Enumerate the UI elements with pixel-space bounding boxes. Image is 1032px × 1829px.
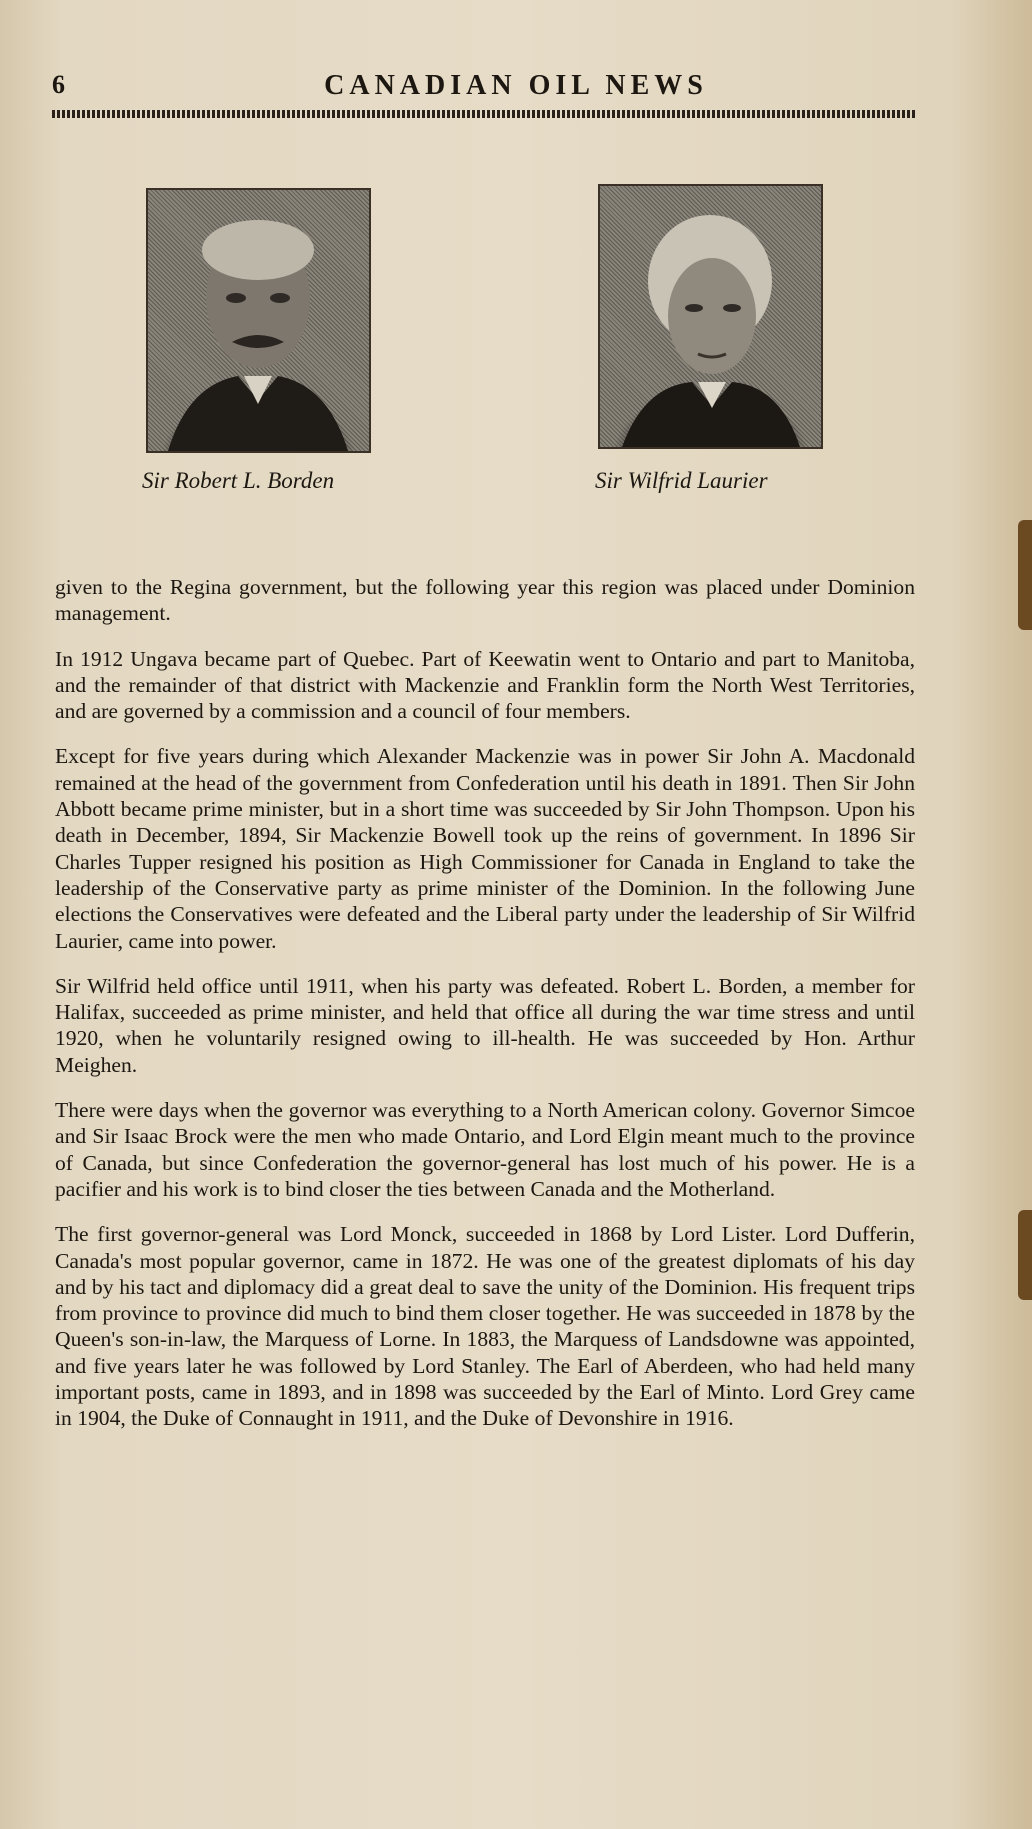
portrait-figure-laurier (600, 186, 821, 447)
header-rule (52, 110, 917, 118)
portrait-photo-borden (146, 188, 371, 453)
portrait-caption-laurier: Sir Wilfrid Laurier (595, 468, 768, 493)
edge-stain (1018, 520, 1032, 630)
paragraph: There were days when the governor was everything to a North American colony. Governor Simcoe and Sir Isaac Brock were the men who made Ontario, and Lord Elgin meant much to the province of Canada, but since Confederation the governor-general has lost much of his power. He is a pacifier and his work is to bind closer the ties between Canada and the Motherland. (55, 1098, 915, 1201)
edge-stain (1018, 1210, 1032, 1300)
running-head: CANADIAN OIL NEWS (324, 70, 708, 101)
paragraph: Except for five years during which Alexander Mackenzie was in power Sir John A. Macdonald remained at the head of the government from Confederation until his death in 1891. Then Sir John Abbott became prime minister, but in a short time was succeeded by Sir John Thompson. Upon his death in December, 1894, Sir Mackenzie Bowell took up the reins of government. In 1896 Sir Charles Tupper resigned his position as High Commissioner for Canada in England to take the leadership of the Conservative party as prime minister of the Dominion. In the following June elections the Conservatives were defeated and the Liberal party under the leadership of Sir Wilfrid Laurier, came into power. (55, 744, 915, 953)
paragraph: Sir Wilfrid held office until 1911, when his party was defeated. Robert L. Borden, a member for Halifax, succeeded as prime minister, and held that office all during the war time stress and until 1920, when he voluntarily resigned owing to ill-health. He was succeeded by Hon. Arthur Meighen. (55, 973, 915, 1077)
portrait-caption-borden: Sir Robert L. Borden (142, 468, 335, 493)
portrait-figure-borden (148, 190, 369, 451)
paragraph: In 1912 Ungava became part of Quebec. Part of Keewatin went to Ontario and part to Manitoba, and the remainder of that district with Mackenzie and Franklin form the North West Territories, and are governed by a commission and a council of four members. (55, 646, 915, 724)
article-body (55, 574, 915, 1451)
page-number: 6 (52, 70, 65, 99)
portrait-photo-laurier (598, 184, 823, 449)
paragraph: The first governor-general was Lord Monck, succeeded in 1868 by Lord Lister. Lord Dufferin, Canada's most popular governor, came in 1872. He was one of the greatest diplomats of his day and by his tact and diplomacy did a great deal to save the unity of the Dominion. His frequent trips from province to province did much to bind them closer together. He was succeeded in 1878 by the Queen's son-in-law, the Marquess of Lorne. In 1883, the Marquess of Landsdowne was appointed, and five years later he was followed by Lord Stanley. The Earl of Aberdeen, who had held many important posts, came in 1893, and in 1898 was succeeded by the Earl of Minto. Lord Grey came in 1904, the Duke of Connaught in 1911, and the Duke of Devonshire in 1916. (55, 1222, 915, 1431)
paragraph: given to the Regina government, but the following year this region was placed under Dominion management. (55, 575, 915, 626)
